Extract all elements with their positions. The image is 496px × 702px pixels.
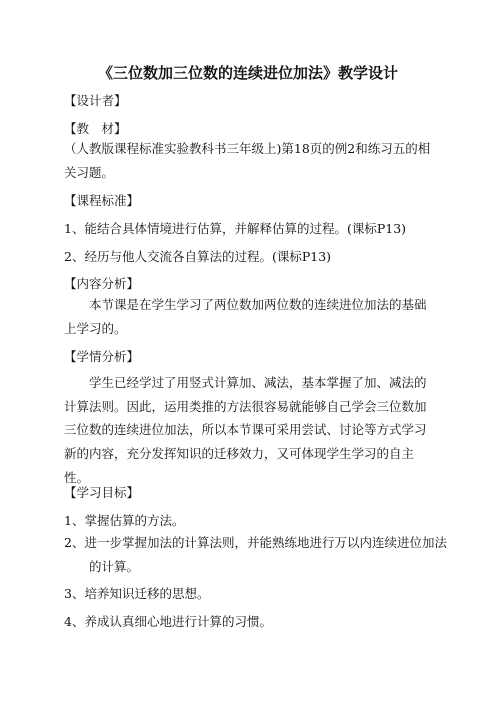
content-text: 本节课是在学生学习了两位数加两位数的连续进位加法的基础上学习的。: [64, 297, 427, 336]
goal-item: 2、进一步掌握加法的计算法则，并能熟练地进行万以内连续进位加法的计算。: [64, 535, 447, 574]
material-text: （人教版课程标准实验教科书三年级上)第18页的例2和练习五的相关习题。: [64, 141, 431, 180]
standard-item: 2、经历与他人交流各自算法的过程。(课标P13): [64, 249, 332, 264]
designer-heading: 【设计者】: [64, 93, 127, 108]
document-title: 《三位数加三位数的连续进位加法》教学设计: [97, 64, 398, 82]
content-heading: 【内容分析】: [64, 276, 140, 291]
goal-item: 4、养成认真细心地进行计算的习惯。: [64, 614, 272, 629]
student-heading: 【学情分析】: [64, 349, 140, 364]
standard-item: 1、能结合具体情境进行估算，并解释估算的过程。(课标P13): [64, 221, 407, 236]
goal-item: 1、掌握估算的方法。: [64, 513, 185, 528]
student-text: 学生已经学过了用竖式计算加、减法，基本掌握了加、减法的计算法则。因此，运用类推的方法很容易就能够自己学会三位数加三位数的连续进位加法，所以本节课可采用尝试、讨论等方式学习新的内容，充分发挥知识的迁移效力，又可体现学生学习的自主性。: [64, 375, 427, 485]
material-heading: 【教 材】: [64, 121, 127, 136]
standards-heading: 【课程标准】: [64, 193, 140, 208]
goal-item: 3、培养知识迁移的思想。: [64, 586, 210, 601]
goals-heading: 【学习目标】: [64, 485, 140, 500]
